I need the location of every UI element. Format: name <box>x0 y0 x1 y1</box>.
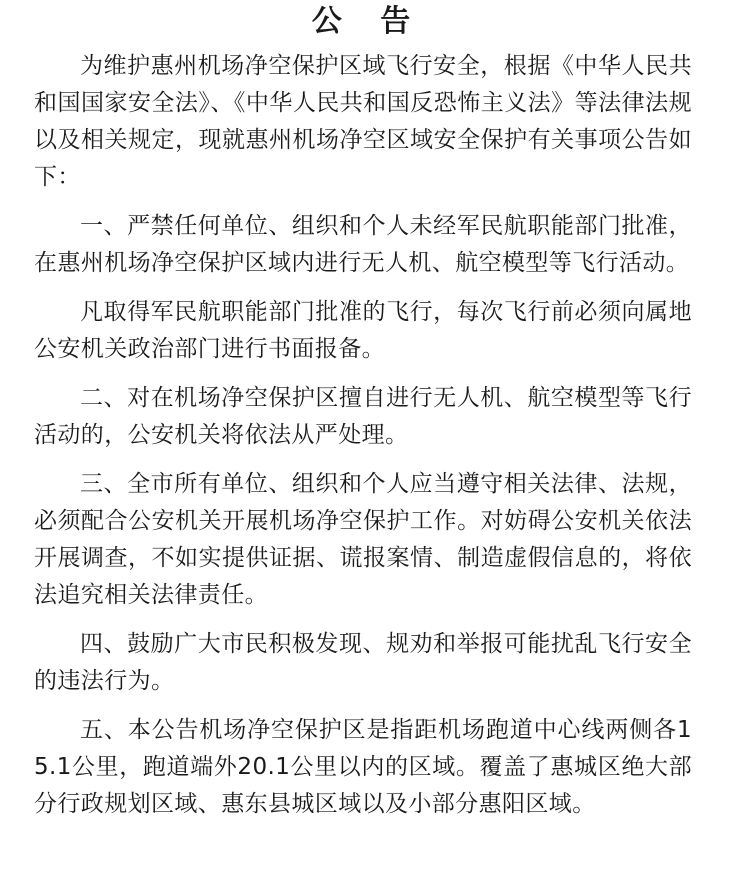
notice-intro-paragraph: 为维护惠州机场净空保护区域飞行安全，根据《中华人民共和国国家安全法》、《中华人民共和国反恐怖主义法》等法律法规以及相关规定，现就惠州机场净空区域安全保护有关事项公告如下： <box>34 53 692 190</box>
notice-clause-2: 二、对在机场净空保护区擅自进行无人机、航空模型等飞行活动的，公安机关将依法从严处理。 <box>34 385 692 448</box>
notice-clause-1: 一、严禁任何单位、组织和个人未经军民航职能部门批准，在惠州机场净空保护区域内进行无人机、航空模型等飞行活动。 <box>34 213 692 276</box>
notice-clause-3: 三、全市所有单位、组织和个人应当遵守相关法律、法规，必须配合公安机关开展机场净空保护工作。对妨碍公安机关依法开展调查，不如实提供证据、谎报案情、制造虚假信息的，将依法追究相关法律责任。 <box>34 471 692 608</box>
notice-clause-1-supplement: 凡取得军民航职能部门批准的飞行，每次飞行前必须向属地公安机关政治部门进行书面报备。 <box>34 299 692 362</box>
notice-clause-4: 四、鼓励广大市民积极发现、规劝和举报可能扰乱飞行安全的违法行为。 <box>34 631 692 694</box>
notice-clause-5: 五、本公告机场净空保护区是指距机场跑道中心线两侧各15.1公里，跑道端外20.1公里以内的区域。覆盖了惠城区绝大部分行政规划区域、惠东县城区域以及小部分惠阳区域。 <box>34 717 692 817</box>
notice-title: 公 告 <box>311 4 425 39</box>
